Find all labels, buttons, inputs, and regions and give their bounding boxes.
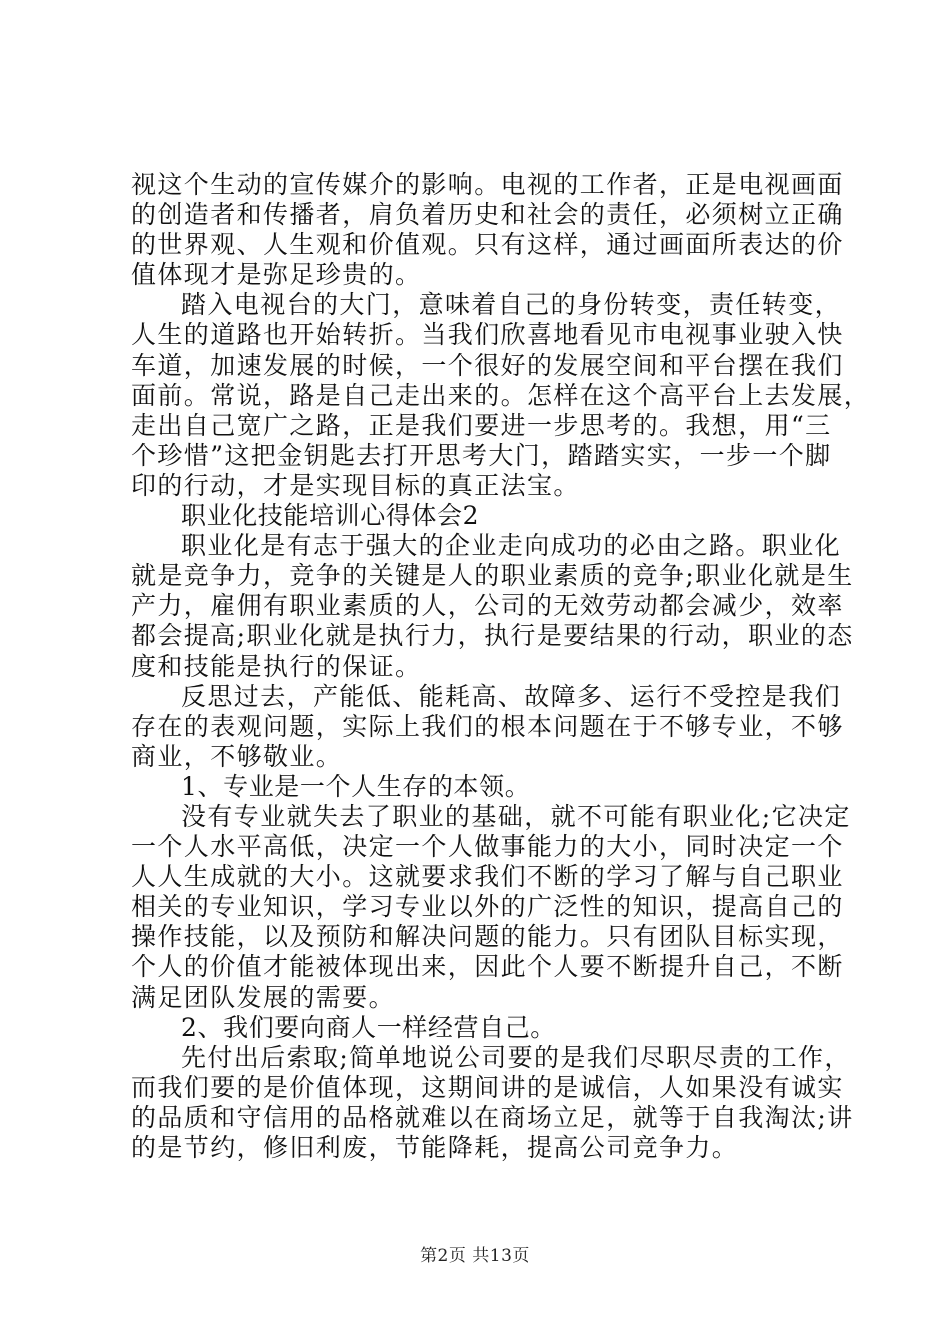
paragraph-start-line: 没有专业就失去了职业的基础，就不可能有职业化;它决定 — [181, 801, 851, 831]
text-line: 而我们要的是价值体现，这期间讲的是诚信，人如果没有诚实 — [131, 1072, 844, 1102]
text-line: 的创造者和传播者，肩负着历史和社会的责任，必须树立正确 — [131, 200, 844, 230]
page-number-footer: 第2页 共13页 — [420, 1246, 530, 1266]
text-line: 操作技能，以及预防和解决问题的能力。只有团队目标实现， — [131, 922, 844, 952]
text-line: 面前。常说，路是自己走出来的。怎样在这个高平台上去发展， — [131, 380, 871, 410]
document-body — [131, 170, 871, 1163]
text-line: 的品质和守信用的品格就难以在商场立足，就等于自我淘汰;讲 — [131, 1102, 854, 1132]
section-heading: 职业化技能培训心得体会2 — [181, 501, 480, 531]
numbered-point-heading: 2、我们要向商人一样经营自己。 — [181, 1012, 556, 1042]
numbered-point-heading: 1、专业是一个人生存的本领。 — [181, 771, 531, 801]
text-line: 商业，不够敬业。 — [131, 741, 343, 771]
text-line: 一个人水平高低，决定一个人做事能力的大小，同时决定一个 — [131, 832, 844, 862]
text-line: 满足团队发展的需要。 — [131, 982, 396, 1012]
text-line: 人人生成就的大小。这就要求我们不断的学习了解与自己职业 — [131, 862, 844, 892]
text-line: 的世界观、人生观和价值观。只有这样，通过画面所表达的价 — [131, 230, 844, 260]
text-line: 的是节约，修旧利废，节能降耗，提高公司竞争力。 — [131, 1133, 739, 1162]
text-line: 走出自己宽广之路，正是我们要进一步思考的。我想，用“三 — [131, 410, 832, 440]
text-line: 存在的表观问题，实际上我们的根本问题在于不够专业，不够 — [131, 711, 844, 741]
paragraph-start-line: 职业化是有志于强大的企业走向成功的必由之路。职业化 — [181, 531, 842, 561]
text-line: 人生的道路也开始转折。当我们欣喜地看见市电视事业驶入快 — [131, 320, 844, 350]
text-line: 车道，加速发展的时候，一个很好的发展空间和平台摆在我们 — [131, 350, 844, 380]
text-line: 视这个生动的宣传媒介的影响。电视的工作者，正是电视画面 — [131, 170, 844, 199]
text-line: 度和技能是执行的保证。 — [131, 651, 422, 681]
text-line: 产力，雇佣有职业素质的人，公司的无效劳动都会减少，效率 — [131, 591, 844, 621]
text-line: 印的行动，才是实现目标的真正法宝。 — [131, 470, 580, 500]
text-line: 个珍惜”这把金钥匙去打开思考大门，踏踏实实，一步一个脚 — [131, 440, 832, 470]
text-line: 相关的专业知识，学习专业以外的广泛性的知识，提高自己的 — [131, 892, 844, 922]
text-line: 就是竞争力，竞争的关键是人的职业素质的竞争;职业化就是生 — [131, 561, 854, 591]
text-line: 个人的价值才能被体现出来，因此个人要不断提升自己，不断 — [131, 952, 844, 982]
text-line: 都会提高;职业化就是执行力，执行是要结果的行动，职业的态 — [131, 621, 854, 651]
paragraph-start-line: 先付出后索取;简单地说公司要的是我们尽职尽责的工作， — [181, 1042, 851, 1072]
paragraph-start-line: 踏入电视台的大门，意味着自己的身份转变，责任转变， — [181, 290, 842, 320]
paragraph-start-line: 反思过去，产能低、能耗高、故障多、运行不受控是我们 — [181, 681, 842, 711]
text-line: 值体现才是弥足珍贵的。 — [131, 260, 422, 290]
